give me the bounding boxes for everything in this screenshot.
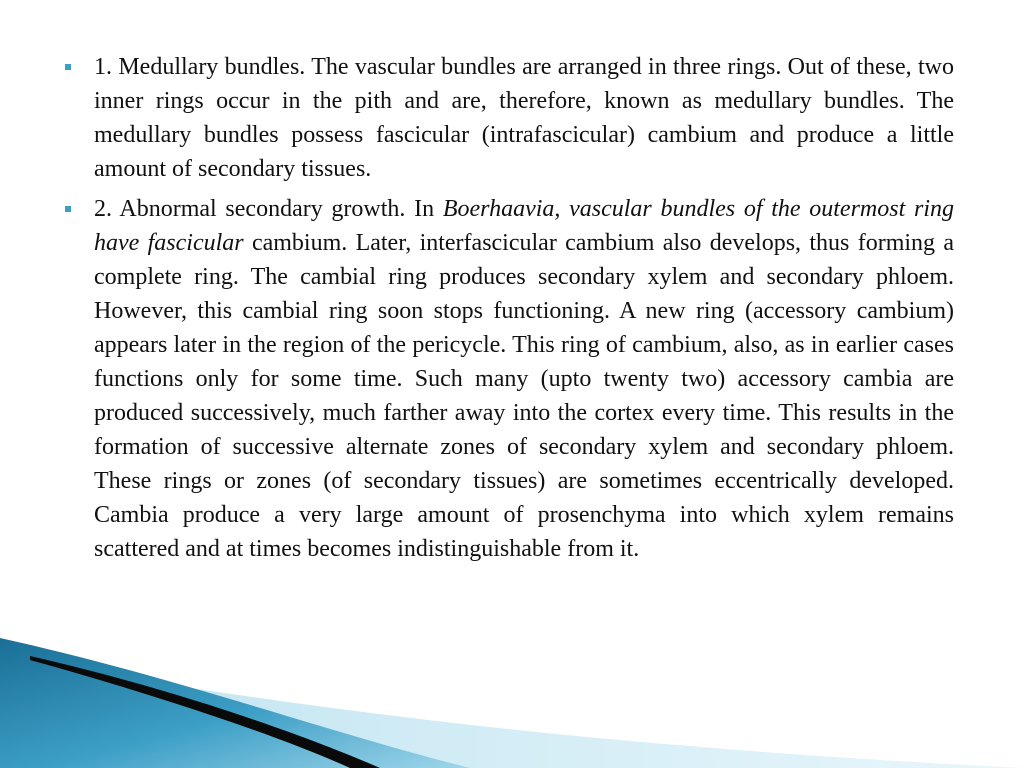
bullet-item-1: [62, 50, 954, 186]
square-bullet-icon: [65, 64, 71, 70]
bullet-text-1: [94, 50, 954, 186]
bullet-2-text-rest: cambium. Later, interfascicular cambium also develops, thus forming a complete ring. The cambial ring produces secondary xylem and secondary phloem. However, this cambial ring soon stops functioning. A new ring (accessory cambium) appears later in the region of the pericycle. This ring of cambium, also, as in earlier cases functions only for some time. Such many (upto twenty two) accessory cambia are produced successively, much farther away into the cortex every time. This results in the formation of successive alternate zones of secondary xylem and secondary phloem. These rings or zones (of secondary tissues) are sometimes eccentrically developed. Cambia produce a very large amount of prosenchyma into which xylem remains scattered and at times becomes indistinguishable from it.: [94, 230, 955, 562]
square-bullet-icon: [65, 206, 71, 212]
corner-wave-decoration: [0, 638, 1024, 768]
bullet-2-italic-phrase: Boerhaavia, vascular bundles of the outermost ring have fascicular: [94, 196, 954, 256]
bullet-text-2: [94, 192, 954, 566]
bullet-1-text: 1. Medullary bundles. The vascular bundles are arranged in three rings. Out of these, two inner rings occur in the pith and are, therefore, known as medullary bundles. The medullary bundles possess fascicular (intrafascicular) cambium and produce a little amount of secondary tissues.: [94, 54, 954, 182]
slide-content: [62, 50, 954, 572]
bullet-item-2: [62, 192, 954, 566]
bullet-2-text-lead: 2. Abnormal secondary growth. In: [94, 196, 443, 222]
